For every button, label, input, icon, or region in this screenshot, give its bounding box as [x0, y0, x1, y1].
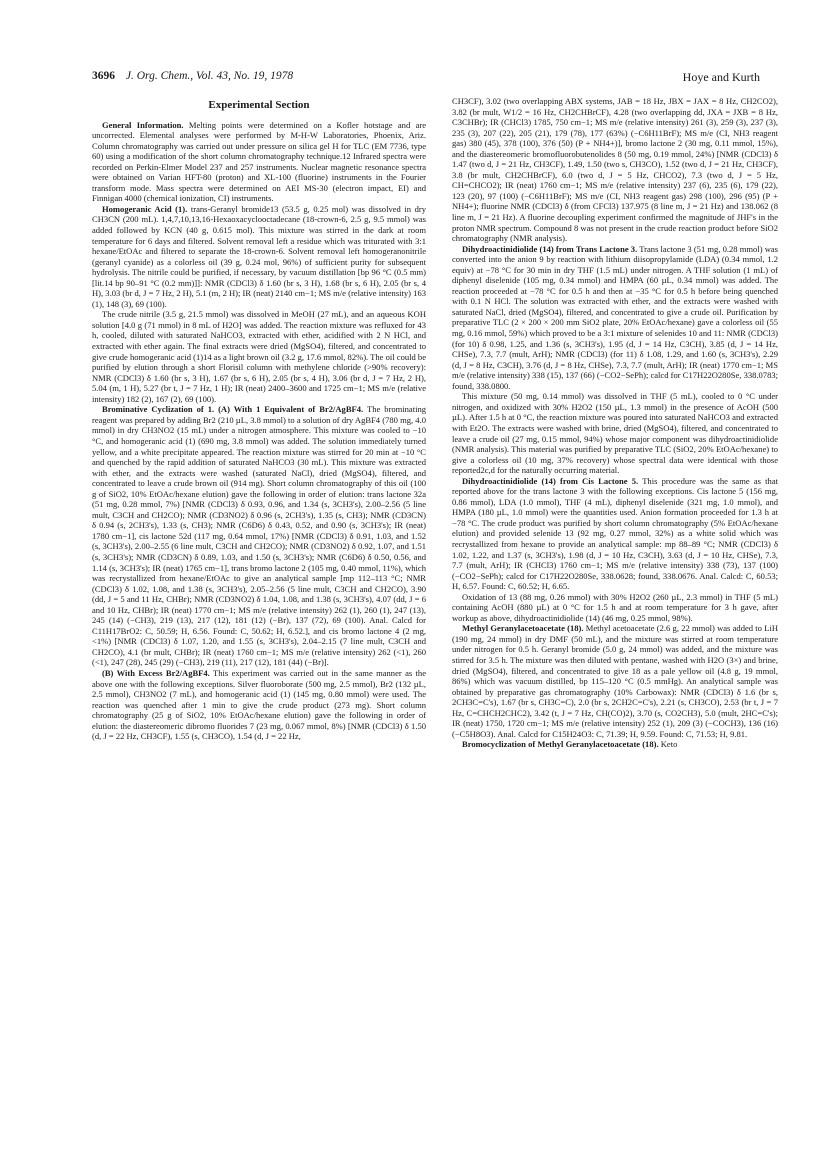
paragraph-heading: Bromocyclization of Methyl Geranylacetoacetate (18). [462, 739, 659, 750]
paragraph-methyl-geranylacetoacetate [452, 623, 778, 739]
paragraph-homogeranic-acid [92, 204, 426, 309]
paragraph-text: Keto [658, 739, 678, 750]
left-column [92, 96, 426, 742]
paragraph-oxidation-13 [452, 592, 778, 624]
paragraph-heading: Dihydroactinidiolide (14) from Cis Lactone 5. [462, 475, 639, 486]
paragraph-text: This procedure was the same as that reported above for the trans lactone 3 with the following exceptions. Cis lactone 5 (156 mg, 0.86 mmol), LDA (1.0 mmol), THF (4 mL), diphenyl diselenide (321 mg, 1.0 mmol), and HMPA (180 µL, 1.0 mmol) were the quantities used. Anion formation proceeded for 1.3 h at −78 °C. The crude product was purified by short column chromatography (5% EtOAc/hexane elution) and provided selenide 13 (92 mg, 0.27 mmol, 32%) as a white solid which was recrystallized from hexane to provide an analytical sample: mp 88–89 °C; NMR (CDCl3) δ 1.02, 1.22, and 1.37 (s, 3CH3's), 1.98 (d, J = 10 Hz, C3CH), 3.63 (d, J = 10 Hz, CHSe), 7.3, 7.7 (mult, ArH); IR (CHCl3) 1760 cm−1; MS m/e (relative intensity) 338 (73), 137 (100) (−CO2−SePh); calcd for C17H22O280Se, 338.0628; found, 338.0676. Anal. Calcd: C, 60.53; H, 6.57. Found: C, 60.52; H, 6.65. [452, 475, 778, 592]
paragraph-heading: Brominative Cyclization of 1. (A) With 1 Equivalent of Br2/AgBF4. [102, 404, 364, 415]
journal-citation: J. Org. Chem., Vol. 43, No. 19, 1978 [125, 70, 294, 82]
paragraph-excess-bromine [92, 668, 426, 742]
paragraph-continued-spectra [452, 96, 778, 244]
paragraph-text: Melting points were determined on a Kofler hotstage and are uncorrected. Elemental analyses were performed by M-H-W Laboratories, Phoenix, Ariz. Column chromatography was carried out under pressure on silica gel H for TLC (EM 7736, type 60) using a modification of the short column chromatography technique.12 Infrared spectra were recorded on Perkin-Elmer Model 237 and 257 instruments. Nuclear magnetic resonance spectra were obtained on Varian HFT-80 (proton) and XL-100 (fluorine) instruments in the Fourier transform mode. Mass spectra were determined on AEI MS-30 (electron impact, EI) and Finnigan 4000 (chemical ionization, CI) instruments. [92, 119, 427, 204]
paragraph-text: This mixture (50 mg, 0.14 mmol) was dissolved in THF (5 mL), cooled to 0 °C under nitrogen, and oxidized with 30% H2O2 (150 µL, 1.3 mmol) in the presence of AcOH (500 µL). After 1.5 h at 0 °C, the reaction mixture was poured into saturated NaHCO3 and extracted with Et2O. The extracts were washed with brine, dried (MgSO4), filtered, and concentrated to leave a crude oil (27 mg, 0.15 mmol, 94%) whose major component was dihydroactinidiolide (NMR analysis). This material was purified by preparative TLC (SiO2, 20% EtOAc/hexane) to give a colorless oil (10 mg, 37% recovery) whose spectral data were identical with those reported2c,d for the naturally occurring material. [452, 391, 778, 476]
running-head [92, 70, 760, 86]
paragraph-brominative-cyclization [92, 404, 426, 668]
paragraph-bromocyclization [452, 739, 778, 750]
paragraph-heading: Methyl Geranylacetoacetate (18). [462, 623, 584, 634]
paragraph-text: CH3CF), 3.02 (two overlapping ABX systems, JAB = 18 Hz, JBX = JAX = 8 Hz, CH2CO2), 3.82 (br mult, W1/2 = 16 Hz, CH2CHBrCF), 4.28 (two overlapping dd, JXA = JXB = 8 Hz, C3CHBr); IR (CHCl3) 1785, 750 cm−1; MS m/e (relative intensity) 261 (3), 259 (3), 237 (3), 235 (3), 207 (22), 205 (21), 179 (78), 177 (63%) (−C6H11BrF); MS m/e (CI, NH3 reagent gas) 380 (45), 378 (100), 376 (50) (P + NH4+)], bromo lactone 2 (30 mg, 0.11 mmol, 15%), and the diastereomeric bromofluorobutenolides 8 (50 mg, 0.19 mmol, 24%) [NMR (CDCl3) δ 1.47 (two d, J = 21 Hz, CH3CF), 1.49, 1.50 (two s, CH3CO), 1.52 (two d, J = 21 Hz, CH3CF), 3.8 (br mult, CH2CHBrCF), 6.0 (two d, J = 5 Hz, CHCO2), 7.3 (two d, J = 5 Hz, CH=CHCO2); IR (neat) 1760 cm−1; MS m/e (relative intensity) 237 (6), 235 (6), 179 (22), 123 (20), 97 (100) (−C6H11BrF); MS m/e (CI, NH3 reagent gas) 298 (100), 296 (95) (P + NH4+); fluorine NMR (CDCl3) δ (from CFCl3) 137.975 (8 line m, J = 21 Hz) and 138.062 (8 line m, J = 21 Hz). A fluorine decoupling experiment confirmed the magnitude of JHF's in the proton NMR spectrum. Compound 8 was not present in the crude reaction product before SiO2 chromatography (NMR analysis). [452, 96, 778, 244]
paragraph-text: Oxidation of 13 (88 mg, 0.26 mmol) with 30% H2O2 (260 µL, 2.3 mmol) in THF (5 mL) containing AcOH (880 µL) at 0 °C for 1.5 h and at room temperature for 3 h gave, after workup as above, dihydroactinidiolide (14) (46 mg, 0.25 mmol, 98%). [452, 591, 778, 623]
paragraph-oxidation-mixture [452, 391, 778, 475]
paragraph-dihydroactinidiolide-trans [452, 244, 778, 392]
paragraph-text: The crude nitrile (3.5 g, 21.5 mmol) was dissolved in MeOH (27 mL), and an aqueous KOH solution [4.0 g (71 mmol) in 8 mL of H2O] was added. The reaction mixture was refluxed for 43 h, cooled, diluted with saturated NaHCO3, extracted with ether, acidified with 2 N HCl, and extracted with ether again. The final extracts were dried (MgSO4), filtered, and concentrated to give crude homogeranic acid (1)14 as a light brown oil (3.2 g, 17.6 mmol, 82%). The oil could be purified by elution through a short Florisil column with methylene chloride (>90% recovery): NMR (CDCl3) δ 1.60 (br s, 3 H), 1.67 (br s, 6 H), 2.05 (br s, 4 H), 3.06 (br d, J = 7 Hz, 2 H), 5.04 (m, 1 H), 5.27 (br t, J = 7 Hz, 1 H); IR (neat) 2400–3600 and 1725 cm−1; MS m/e (relative intensity) 182 (2), 167 (2), 69 (100). [92, 309, 426, 404]
running-head-authors: Hoye and Kurth [682, 70, 760, 84]
paragraph-heading: Homogeranic Acid (1). [102, 203, 188, 214]
paragraph-text: Methyl acetoacetate (2.6 g, 22 mmol) was added to LiH (190 mg, 24 mmol) in dry DMF (50 mL), and the mixture was stirred at room temperature under nitrogen for 0.5 h. Geranyl bromide (5.0 g, 24 mmol) was added, and the mixture was stirred for 3.5 h. The mixture was then diluted with pentane, washed with H2O (3×) and brine, dried (MgSO4), filtered, and concentrated to give 18 as a pale yellow oil (4.8 g, 19 mmol, 86%) which was vacuum distilled, bp 115–120 °C (0.5 mmHg). An analytical sample was obtained by preparative gas chromatography (10% Carbowax): NMR (CDCl3) δ 1.6 (br s, 2CH3C=C's), 1.67 (br s, CH3C=C), 2.0 (br s, 2CH2C=C's), 2.21 (s, CH3CO), 2.53 (br t, J = 7 Hz, C=CHCH2CHC2), 3.42 (t, J = 7 Hz, CH(CO)2), 3.70 (s, CO2CH3), 5.0 (mult, 2HC=C's); IR (neat) 1750, 1720 cm−1; MS m/e (relative intensity) 252 (1), 209 (3) (−COCH3), 136 (16) (−C5H8O3). Anal. Calcd for C15H24O3: C, 71.39; H, 9.59. Found: C, 71.53; H, 9.81. [452, 623, 778, 739]
paragraph-text: trans-Geranyl bromide13 (53.5 g, 0.25 mol) was dissolved in dry CH3CN (200 mL). 1,4,7,10,13,16-Hexaoxacyclooctadecane (18-crown-6, 2.5 g, 9.5 mmol) was added followed by KCN (40 g, 0.615 mol). This mixture was stirred in the dark at room temperature for 6 days and filtered. Solvent removal left a residue which was triturated with 3:1 hexane/EtOAc and filtered to separate the 18-crown-6. Solvent removal left homogeranonitrile (geranyl cyanide) as a colorless oil (39 g, 0.24 mol, 96%) of sufficient purity for subsequent hydrolysis. The nitrile could be purified, if necessary, by vacuum distillation [bp 96 °C (0.5 mm) [lit.14 bp 90–91 °C (0.2 mm)]]: NMR (CDCl3) δ 1.60 (br s, 3 H), 1.68 (br s, 6 H), 2.05 (br s, 4 H), 3.03 (br d, J = 7 Hz, 2 H), 5.1 (m, 2 H); IR (neat) 2140 cm−1; MS m/e (relative intensity) 163 (1), 148 (3), 69 (100). [92, 203, 426, 309]
right-column [452, 96, 778, 750]
paragraph-heading: General Information. [102, 119, 184, 130]
paragraph-text: Trans lactone 3 (51 mg, 0.28 mmol) was converted into the anion 9 by reaction with lithium diisopropylamide (LDA) (0.34 mmol, 1.2 equiv) at −78 °C for 30 min in dry THF (1.5 mL) under nitrogen. A THF solution (1 mL) of diphenyl diselenide (105 mg, 0.34 mmol) and HMPA (60 µL, 0.34 mmol) was added. The reaction proceeded at −78 °C for 0.5 h and then at −35 °C for 0.5 h before being quenched with 0.1 N HCl. The solution was extracted with ether, and the extracts were washed with saturated NaCl, dried (MgSO4), filtered, and concentrated to give a crude oil. Purification by preparative TLC (2 × 200 × 200 mm SiO2 plate, 20% EtOAc/hexane) gave a colorless oil (55 mg, 0.16 mmol, 59%) which proved to be a 3:1 mixture of selenides 10 and 11: NMR (CDCl3) (for 10) δ 0.98, 1.25, and 1.36 (s, 3CH3's), 1.95 (d, J = 14 Hz, C3CH), 3.85 (d, J = 14 Hz, CHSe), 7.3, 7.7 (mult, ArH); NMR (CDCl3) (for 11) δ 1.08, 1.29, and 1.60 (s, 3CH3's), 2.29 (d, J = 8 Hz, C3CH), 3.76 (d, J = 8 Hz, CHSe), 7.3, 7.7 (mult, ArH); IR (neat) 1770 cm−1; MS m/e (relative intensity) 338 (15), 137 (66) (−CO2−SePh); calcd for C17H22O280Se, 338.0783; found, 338.0800. [452, 243, 778, 391]
paragraph-text: The brominating reagent was prepared by adding Br2 (210 µL, 3.8 mmol) to a solution of dry AgBF4 (780 mg, 4.0 mmol) in dry CH3NO2 (15 mL) under a nitrogen atmosphere. This mixture was cooled to −10 °C, and homogeranic acid (1) (690 mg, 3.8 mmol) was added. The solution immediately turned yellow, and a white precipitate appeared. The reaction mixture was stirred for 20 min at −10 °C and quenched by the rapid addition of saturated NaHCO3 (30 mL). This mixture was extracted with ether, and the extracts were washed (saturated NaCl), dried (MgSO4), filtered, and concentrated to leave a crude brown oil (914 mg). Short column chromatography of this oil (100 g of SiO2, 10% EtOAc/hexane elution) gave the following in order of elution: trans lactone 32a (51 mg, 0.28 mmol, 7%) [NMR (CDCl3) δ 0.93, 0.96, and 1.34 (s, 3CH3's), 2.00–2.56 (5 line mult, C3CH and CH2CO); NMR (CD3NO2) δ 0.96 (s, 2CH3's), 1.35 (s, CH3); NMR (CD3CN) δ 0.94 (s, 2CH3's), 1.33 (s, CH3); NMR (C6D6) δ 0.43, 0.52, and 0.90 (s, 3CH3's); IR (neat) 1780 cm−1], cis lactone 52d (117 mg, 0.64 mmol, 17%) [NMR (CDCl3) δ 0.91, 1.03, and 1.52 (s, 3CH3's), 2.00–2.55 (6 line mult, C3CH and CH2CO); NMR (CD3NO2) δ 0.92, 1.07, and 1.51 (s, 3CH3's); NMR (CD3CN) δ 0.89, 1.03, and 1.50 (s, 3CH3's); NMR (C6D6) δ 0.50, 0.56, and 1.14 (s, 3CH3's); IR (neat) 1765 cm−1], trans bromo lactone 2 (105 mg, 0.40 mmol, 11%), which was recrystallized from hexane/EtOAc to give an analytical sample [mp 112–113 °C; NMR (CDCl3) δ 1.02, 1.08, and 1.38 (s, 3CH3's), 2.05–2.56 (5 line mult, C3CH and CH2CO), 3.90 (dd, J = 5 and 11 Hz, CHBr); NMR (CD3NO2) δ 1.04, 1.08, and 1.38 (s, 3CH3's), 4.07 (dd, J = 6 and 10 Hz, CHBr); IR (neat) 1770 cm−1; MS m/e (relative intensity) 262 (1), 260 (1), 247 (13), 245 (14) (−CH3), 219 (13), 217 (12), 181 (12) (−Br), 137 (72), 69 (100). Anal. Calcd for C11H17BrO2: C, 50.59; H, 6.56. Found: C, 50.62; H, 6.52.], and cis bromo lactone 4 (2 mg, <1%) [NMR (CDCl3) δ 1.07, 1.20, and 1.55 (s, 3CH3's), 2.04–2.15 (7 line mult, C3CH and CH2CO), 4.1 (br mult, CHBr); IR (neat) 1760 cm−1; MS m/e (relative intensity) 262 (<1), 260 (<1), 247 (28), 245 (29) (−CH3), 219 (11), 217 (12), 181 (44) (−Br)]. [92, 404, 426, 668]
paragraph-general-information [92, 120, 426, 204]
paragraph-heading: (B) With Excess Br2/AgBF4. [102, 667, 210, 678]
section-title: Experimental Section [208, 99, 310, 111]
page-number: 3696 [92, 70, 115, 82]
paragraph-dihydroactinidiolide-cis [452, 476, 778, 592]
paragraph-crude-nitrile [92, 309, 426, 404]
paragraph-text: This experiment was carried out in the same manner as the above one with the following exceptions. Silver fluoroborate (500 mg, 2.5 mmol), Br2 (132 µL, 2.5 mmol), CH3NO2 (7 mL), and homogeranic acid (1) (145 mg, 0.80 mmol) were used. The reaction was quenched after 1 min to give the crude product (273 mg). Short column chromatography (25 g of SiO2, 10% EtOAc/hexane elution) gave the following in order of elution: the diastereomeric dibromo fluorides 7 (23 mg, 0.067 mmol, 8%) [NMR (CDCl3) δ 1.50 (d, J = 22 Hz, CH3CF), 1.55 (s, CH3CO), 1.54 (d, J = 22 Hz, [92, 667, 426, 742]
paragraph-heading: Dihydroactinidiolide (14) from Trans Lactone 3. [462, 243, 638, 254]
